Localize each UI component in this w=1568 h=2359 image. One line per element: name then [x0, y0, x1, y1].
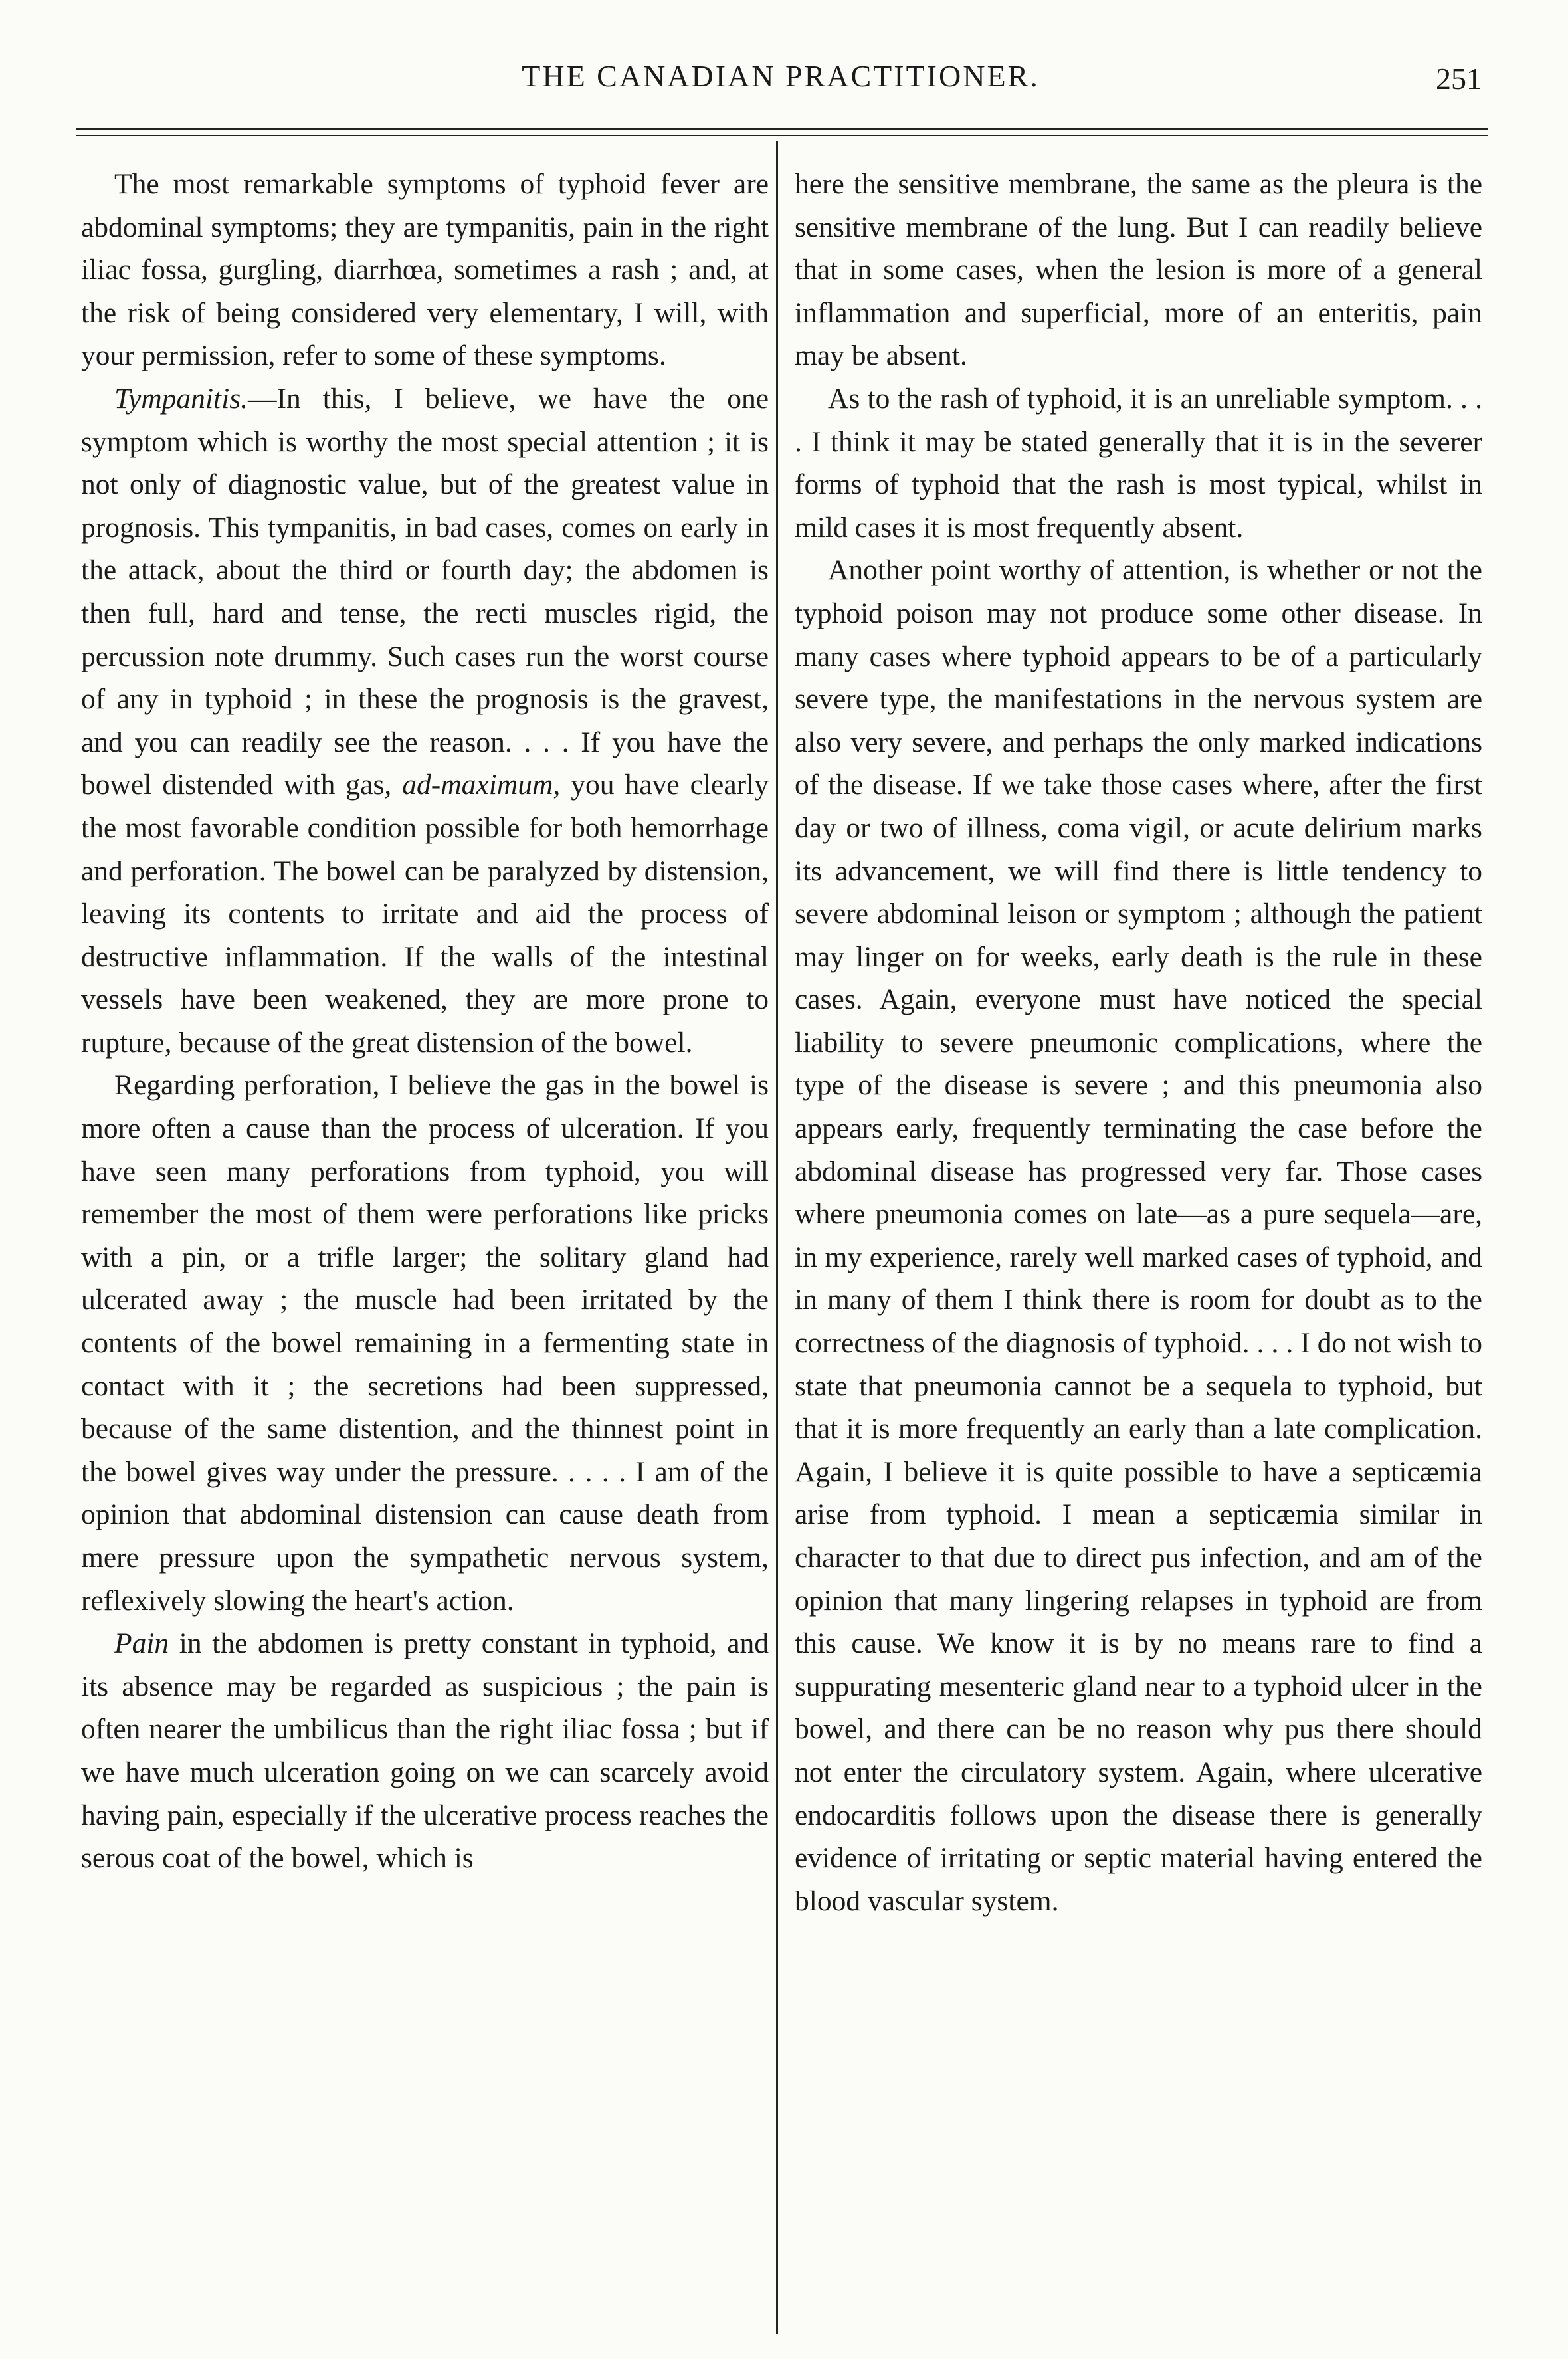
- tympanitis-text-b: you have clearly the most favorable condition possible for both hemorrhage and perforation. The bowel can be paralyzed by distension, leaving its contents to irritate and aid the process of destructive inflammation. If the walls of the intestinal vessels have been weakened, they are more prone to rupture, because of the great distension of the bowel.: [81, 769, 769, 1059]
- right-column: [795, 163, 1482, 1922]
- header-rule-top: [76, 128, 1488, 130]
- left-column: [81, 163, 769, 1880]
- tympanitis-heading: Tympanitis.: [114, 382, 248, 415]
- paragraph-pain-continued: here the sensitive membrane, the same as the pleura is the sensitive membrane of the lung. But I can readily believe that in some cases, when the lesion is more of a general inflammation and superficial, more of an enteritis, pain may be absent.: [795, 168, 1482, 372]
- paragraph-tympanitis: [81, 377, 769, 1065]
- paragraph-typhoid-symptoms: The most remarkable symptoms of typhoid fever are abdominal symptoms; they are tympanitis, pain in the right iliac fossa, gurgling, diarrhœa, sometimes a rash ; and, at the risk of being considered very elementary, I will, with your permission, refer to some of these symptoms.: [81, 168, 769, 372]
- column-divider: [776, 141, 778, 2334]
- pain-heading: Pain: [114, 1627, 169, 1660]
- ad-maximum-term: ad-maximum,: [402, 769, 561, 801]
- page-number: 251: [1436, 62, 1482, 96]
- journal-title: THE CANADIAN PRACTITIONER.: [522, 59, 1040, 93]
- pain-text: in the abdomen is pretty constant in typhoid, and its absence may be regarded as suspicious ; the pain is often nearer the umbilicus than the right iliac fossa ; but if we have much ulceration going on we can scarcely avoid having pain, especially if the ulcerative process reaches the serous coat of the bowel, which is: [81, 1627, 769, 1875]
- running-header: [73, 58, 1488, 105]
- paragraph-perforation: Regarding perforation, I believe the gas in the bowel is more often a cause than the process of ulceration. If you have seen many perforations from typhoid, you will remember the most of them were perforations like pricks with a pin, or a trifle larger; the solitary gland had ulcerated away ; the muscle had been irritated by the contents of the bowel remaining in a fermenting state in contact with it ; the secretions had been suppressed, because of the same distention, and the thinnest point in the bowel gives way under the pressure. . . . . I am of the opinion that abdominal distension can cause death from mere pressure upon the sympathetic nervous system, reflexively slowing the heart's action.: [81, 1069, 769, 1617]
- header-rule-bottom: [76, 135, 1488, 136]
- paragraph-other-disease: Another point worthy of attention, is whether or not the typhoid poison may not produce some other disease. In many cases where typhoid appears to be of a particularly severe type, the manifestations in the nervous system are also very severe, and perhaps the only marked indications of the disease. If we take those cases where, after the first day or two of illness, coma vigil, or acute delirium marks its advancement, we will find there is little tendency to severe abdominal leison or symptom ; although the patient may linger on for weeks, early death is the rule in these cases. Again, everyone must have noticed the special liability to severe pneumonic complications, where the type of the disease is severe ; and this pneumonia also appears early, frequently terminating the case before the abdominal disease has progressed very far. Those cases where pneumonia comes on late—as a pure sequela—are, in my experience, rarely well marked cases of typhoid, and in many of them I think there is room for doubt as to the correctness of the diagnosis of typhoid. . . . I do not wish to state that pneumonia cannot be a sequela to typhoid, but that it is more frequently an early than a late complication. Again, I believe it is quite possible to have a septicæmia arise from typhoid. I mean a septicæmia similar in character to that due to direct pus infection, and am of the opinion that many lingering relapses in typhoid are from this cause. We know it is by no means rare to find a suppurating mesenteric gland near to a typhoid ulcer in the bowel, and there can be no reason why pus there should not enter the circulatory system. Again, where ulcerative endocarditis follows upon the disease there is generally evidence of irritating or septic material having entered the blood vascular system.: [795, 554, 1482, 1917]
- tympanitis-text-a: —In this, I believe, we have the one symptom which is worthy the most special attention ; it is not only of diagnostic value, but of the greatest value in prognosis. This tympanitis, in bad cases, comes on early in the attack, about the third or fourth day; the abdomen is then full, hard and tense, the recti muscles rigid, the percussion note drummy. Such cases run the worst course of any in typhoid ; in these the prognosis is the gravest, and you can readily see the reason. . . . If you have the bowel distended with gas,: [81, 382, 769, 801]
- paragraph-rash: As to the rash of typhoid, it is an unreliable symptom. . . . I think it may be stated generally that it is in the severer forms of typhoid that the rash is most typical, whilst in mild cases it is most frequently absent.: [795, 382, 1482, 544]
- paragraph-pain: [81, 1622, 769, 1880]
